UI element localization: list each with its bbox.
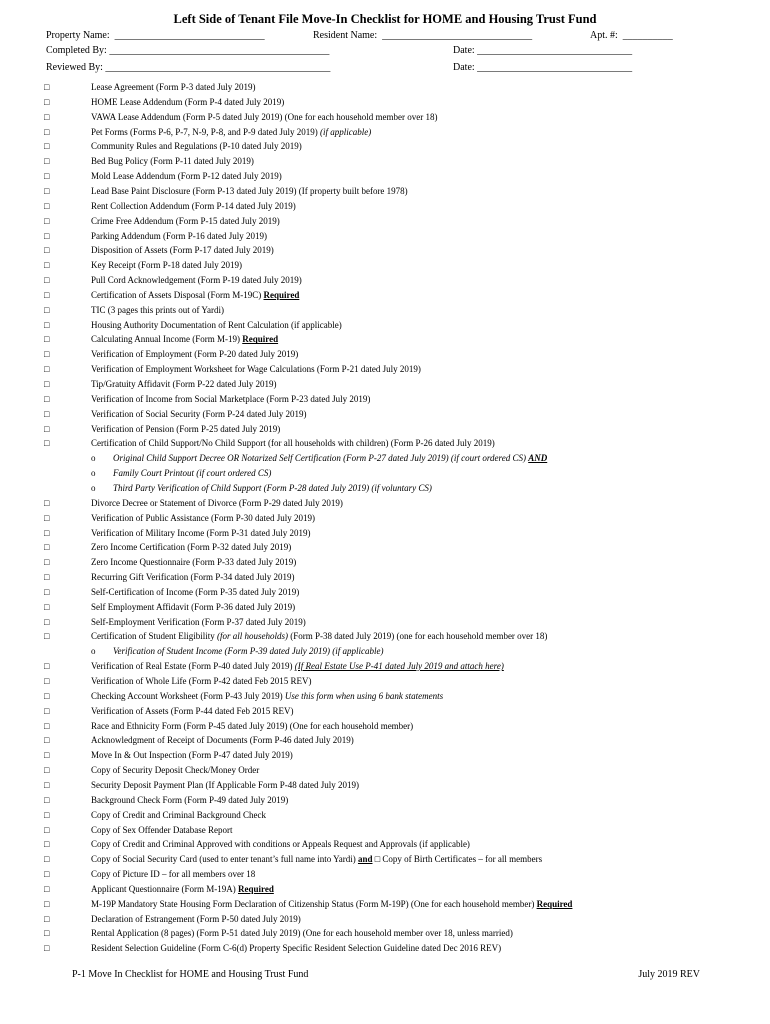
checklist-item-label: Parking Addendum (Form P-16 dated July 2019) xyxy=(91,230,267,241)
required-label: Required xyxy=(237,883,274,894)
required-label: Required xyxy=(536,898,573,909)
checklist-item-label: Recurring Gift Verification (Form P-34 dated July 2019) xyxy=(91,572,295,583)
checkbox-icon[interactable]: □ xyxy=(44,393,50,404)
footer-revision: July 2019 REV xyxy=(638,969,700,980)
checkbox-icon[interactable]: □ xyxy=(44,631,50,642)
checklist-item-label: Community Rules and Regulations (P-10 dated July 2019) xyxy=(91,141,302,152)
checkbox-icon[interactable]: □ xyxy=(44,230,50,241)
checkbox-icon[interactable]: □ xyxy=(44,438,50,449)
required-label: AND xyxy=(528,453,548,464)
reviewed-by-field[interactable]: Reviewed By: _____________________________________________ xyxy=(46,62,331,73)
checkbox-icon[interactable]: □ xyxy=(44,512,50,523)
checklist-item-label: Verification of Social Security (Form P-24 dated July 2019) xyxy=(91,408,307,419)
required-label: Required xyxy=(263,289,300,300)
checkbox-icon[interactable]: □ xyxy=(44,765,50,776)
checklist-item-label: Verification of Employment Worksheet for Wage Calculations (Form P-21 dated July 2019) xyxy=(91,364,421,375)
checkbox-icon[interactable]: □ xyxy=(44,126,50,137)
checkbox-icon[interactable]: □ xyxy=(44,676,50,686)
bullet-icon: o xyxy=(91,646,96,657)
checkbox-icon[interactable]: □ xyxy=(44,601,50,612)
checkbox-icon[interactable]: □ xyxy=(44,319,50,330)
checkbox-icon[interactable]: □ xyxy=(44,260,50,271)
checklist-item-label: Certification of Student Eligibility (for all households) (Form P-38 dated July 2019) (one for each household member over 18) xyxy=(91,631,548,642)
bullet-icon: o xyxy=(91,453,96,464)
checklist-item-label: Declaration of Estrangement (Form P-50 dated July 2019) xyxy=(91,913,301,924)
checkbox-icon[interactable]: □ xyxy=(44,111,50,122)
checkbox-icon[interactable]: □ xyxy=(44,616,50,627)
checklist-item-label: Verification of Whole Life (Form P-42 dated Feb 2015 REV) xyxy=(91,676,312,686)
checklist-item-label: Self Employment Affidavit (Form P-36 dated July 2019) xyxy=(91,601,296,612)
checklist-item-label: Background Check Form (Form P-49 dated July 2019) xyxy=(91,794,289,805)
checklist-item-label: Verification of Income from Social Marketplace (Form P-23 dated July 2019) xyxy=(91,393,371,404)
completed-date-field[interactable]: Date: _______________________________ xyxy=(453,45,633,56)
checklist-item-label: Verification of Public Assistance (Form P-30 dated July 2019) xyxy=(91,512,315,523)
checklist-item-label: Race and Ethnicity Form (Form P-45 dated July 2019) (One for each household member) xyxy=(91,720,414,731)
checkbox-icon[interactable]: □ xyxy=(44,141,50,152)
checklist-item-label: Copy of Security Deposit Check/Money Order xyxy=(91,765,260,776)
checkbox-icon[interactable]: □ xyxy=(44,913,50,924)
checkbox-icon[interactable]: □ xyxy=(44,794,50,805)
required-label: Required xyxy=(242,334,279,345)
checkbox-icon[interactable]: □ xyxy=(44,245,50,256)
checkbox-icon[interactable]: □ xyxy=(44,349,50,360)
bullet-icon: o xyxy=(91,468,96,479)
checkbox-icon[interactable]: □ xyxy=(44,96,50,107)
checklist-item-label: Certification of Assets Disposal (Form M-19C) Required xyxy=(91,289,300,300)
checklist-item-label: Copy of Sex Offender Database Report xyxy=(91,824,233,835)
checkbox-icon[interactable]: □ xyxy=(44,334,50,345)
checkbox-icon[interactable]: □ xyxy=(44,82,50,92)
checkbox-icon[interactable]: □ xyxy=(44,289,50,300)
checkbox-icon[interactable]: □ xyxy=(44,705,50,716)
checklist-item-label: Rent Collection Addendum (Form P-14 dated July 2019) xyxy=(91,200,296,211)
checkbox-icon[interactable]: □ xyxy=(44,215,50,226)
checklist-item-label: Acknowledgment of Receipt of Documents (Form P-46 dated July 2019) xyxy=(91,735,354,746)
footer-form-name: P-1 Move In Checklist for HOME and Housing Trust Fund xyxy=(72,969,309,980)
checklist-item-label: Zero Income Certification (Form P-32 dated July 2019) xyxy=(91,542,292,553)
checklist-item-label: Pet Forms (Forms P-6, P-7, N-9, P-8, and P-9 dated July 2019) (if applicable) xyxy=(91,126,372,137)
checklist-item-label: Housing Authority Documentation of Rent Calculation (if applicable) xyxy=(91,319,342,330)
checklist-item-label: HOME Lease Addendum (Form P-4 dated July 2019) xyxy=(91,96,285,107)
checkbox-icon[interactable]: □ xyxy=(44,586,50,597)
checkbox-icon[interactable]: □ xyxy=(44,557,50,568)
checklist-item-label: Checking Account Worksheet (Form P-43 July 2019) Use this form when using 6 bank statements xyxy=(91,690,444,701)
checkbox-icon[interactable]: □ xyxy=(44,943,50,954)
checkbox-icon[interactable]: □ xyxy=(44,497,50,508)
checkbox-icon[interactable]: □ xyxy=(44,928,50,939)
checkbox-icon[interactable]: □ xyxy=(44,408,50,419)
checklist-item-label: Verification of Assets (Form P-44 dated Feb 2015 REV) xyxy=(91,705,294,716)
checklist-item-label: M-19P Mandatory State Housing Form Declaration of Citizenship Status (Form M-19P) (One for each household member) Required xyxy=(91,898,573,909)
checklist-item-label: Resident Selection Guideline (Form C-6(d) Property Specific Resident Selection Guideline dated Dec 2016 REV) xyxy=(91,943,502,954)
checklist-item-label: Verification of Pension (Form P-25 dated July 2019) xyxy=(91,423,281,434)
checklist-item-label: Disposition of Assets (Form P-17 dated July 2019) xyxy=(91,245,274,256)
checkbox-icon[interactable]: □ xyxy=(44,200,50,211)
checklist-item-label: Rental Application (8 pages) (Form P-51 dated July 2019) (One for each household member over 18, unless married) xyxy=(91,928,513,939)
checkbox-icon[interactable]: □ xyxy=(44,572,50,583)
checkbox-icon[interactable]: □ xyxy=(44,869,50,880)
bullet-icon: o xyxy=(91,482,96,493)
completed-by-field[interactable]: Completed By: ____________________________________________ xyxy=(46,45,330,56)
checkbox-icon[interactable]: □ xyxy=(44,661,50,672)
checkbox-icon[interactable]: □ xyxy=(44,898,50,909)
checkbox-icon[interactable]: □ xyxy=(44,735,50,746)
checkbox-icon[interactable]: □ xyxy=(44,527,50,538)
checklist-item-label: TIC (3 pages this prints out of Yardi) xyxy=(91,304,224,315)
checklist-item-label: Applicant Questionnaire (Form M-19A) Required xyxy=(91,883,274,894)
checklist-item-label: Verification of Real Estate (Form P-40 dated July 2019) (If Real Estate Use P-41 dated July 2019 and attach here) xyxy=(91,661,504,672)
checkbox-icon[interactable]: □ xyxy=(44,824,50,835)
checklist-item-label: Mold Lease Addendum (Form P-12 dated July 2019) xyxy=(91,171,282,182)
checkbox-icon[interactable]: □ xyxy=(44,690,50,701)
checklist-item-label: Family Court Printout (if court ordered CS) xyxy=(113,468,272,479)
checkbox-icon[interactable]: □ xyxy=(44,839,50,850)
resident-name-field[interactable]: Resident Name: ______________________________ xyxy=(313,30,533,41)
checklist-item-label: Verification of Military Income (Form P-31 dated July 2019) xyxy=(91,527,311,538)
checklist-item-label: Security Deposit Payment Plan (If Applicable Form P-48 dated July 2019) xyxy=(91,779,359,790)
checklist-item-label: Copy of Social Security Card (used to enter tenant’s full name into Yardi) and □ Copy of Birth Certificates – for all members xyxy=(91,854,543,865)
required-label: and xyxy=(357,854,373,865)
checkbox-icon[interactable]: □ xyxy=(44,275,50,286)
checklist-item-label: Copy of Picture ID – for all members over 18 xyxy=(91,869,256,880)
checkbox-icon[interactable]: □ xyxy=(44,364,50,375)
checklist-item-label: VAWA Lease Addendum (Form P-5 dated July 2019) (One for each household member over 18) xyxy=(91,111,438,122)
checkbox-icon[interactable]: □ xyxy=(44,542,50,553)
checkbox-icon[interactable]: □ xyxy=(44,185,50,196)
checklist-item-label: Verification of Student Income (Form P-39 dated July 2019) (if applicable) xyxy=(113,646,384,657)
checklist-item-label: Zero Income Questionnaire (Form P-33 dated July 2019) xyxy=(91,557,297,568)
checkbox-icon[interactable]: □ xyxy=(44,171,50,182)
reviewed-date-field[interactable]: Date: _______________________________ xyxy=(453,62,633,73)
property-name-field[interactable]: Property Name: ______________________________ xyxy=(46,30,265,41)
checklist-item-label: Move In & Out Inspection (Form P-47 dated July 2019) xyxy=(91,750,293,761)
checklist-item-label: Copy of Credit and Criminal Approved with conditions or Appeals Request and Approvals (if applicable) xyxy=(91,839,470,850)
checklist-item-label: Key Receipt (Form P-18 dated July 2019) xyxy=(91,260,242,271)
checklist-item-label: Copy of Credit and Criminal Background Check xyxy=(91,809,266,820)
checklist-item-label: Divorce Decree or Statement of Divorce (Form P-29 dated July 2019) xyxy=(91,497,343,508)
checklist-item-label: Pull Cord Acknowledgement (Form P-19 dated July 2019) xyxy=(91,275,302,286)
checklist-item-label: Lead Base Paint Disclosure (Form P-13 dated July 2019) (If property built before 1978) xyxy=(91,185,408,196)
checklist-item-label: Self-Employment Verification (Form P-37 dated July 2019) xyxy=(91,616,306,627)
checkbox-icon[interactable]: □ xyxy=(44,720,50,731)
checklist-item-label: Crime Free Addendum (Form P-15 dated July 2019) xyxy=(91,215,280,226)
checkbox-icon[interactable]: □ xyxy=(44,750,50,761)
checkbox-icon[interactable]: □ xyxy=(44,809,50,820)
checkbox-icon[interactable]: □ xyxy=(44,304,50,315)
checklist-item-label: Certification of Child Support/No Child Support (for all households with children) (Form P-26 dated July 2019) xyxy=(91,438,495,449)
checklist-item-label: Lease Agreement (Form P-3 dated July 2019) xyxy=(91,82,256,92)
apt-number-field[interactable]: Apt. #: __________ xyxy=(590,30,673,41)
checklist-item-label: Verification of Employment (Form P-20 dated July 2019) xyxy=(91,349,299,360)
checklist-item-label: Calculating Annual Income (Form M-19) Required xyxy=(91,334,279,345)
checklist-item-label: Tip/Gratuity Affidavit (Form P-22 dated July 2019) xyxy=(91,379,277,389)
checkbox-icon[interactable]: □ xyxy=(44,156,50,167)
page-title: Left Side of Tenant File Move-In Checklist for HOME and Housing Trust Fund xyxy=(173,12,597,26)
checklist-item-label: Original Child Support Decree OR Notarized Self Certification (Form P-27 dated July 2019) (if court ordered CS) AND xyxy=(113,453,548,464)
checklist-item-label: Bed Bug Policy (Form P-11 dated July 2019) xyxy=(91,156,254,167)
checkbox-icon[interactable]: □ xyxy=(44,883,50,894)
checkbox-icon[interactable]: □ xyxy=(44,423,50,434)
checklist-item-label: Self-Certification of Income (Form P-35 dated July 2019) xyxy=(91,586,300,597)
checkbox-icon[interactable]: □ xyxy=(44,854,50,865)
checklist-item-label: Third Party Verification of Child Support (Form P-28 dated July 2019) (if voluntary CS) xyxy=(113,482,432,493)
checkbox-icon[interactable]: □ xyxy=(44,379,50,389)
checkbox-icon[interactable]: □ xyxy=(44,779,50,790)
